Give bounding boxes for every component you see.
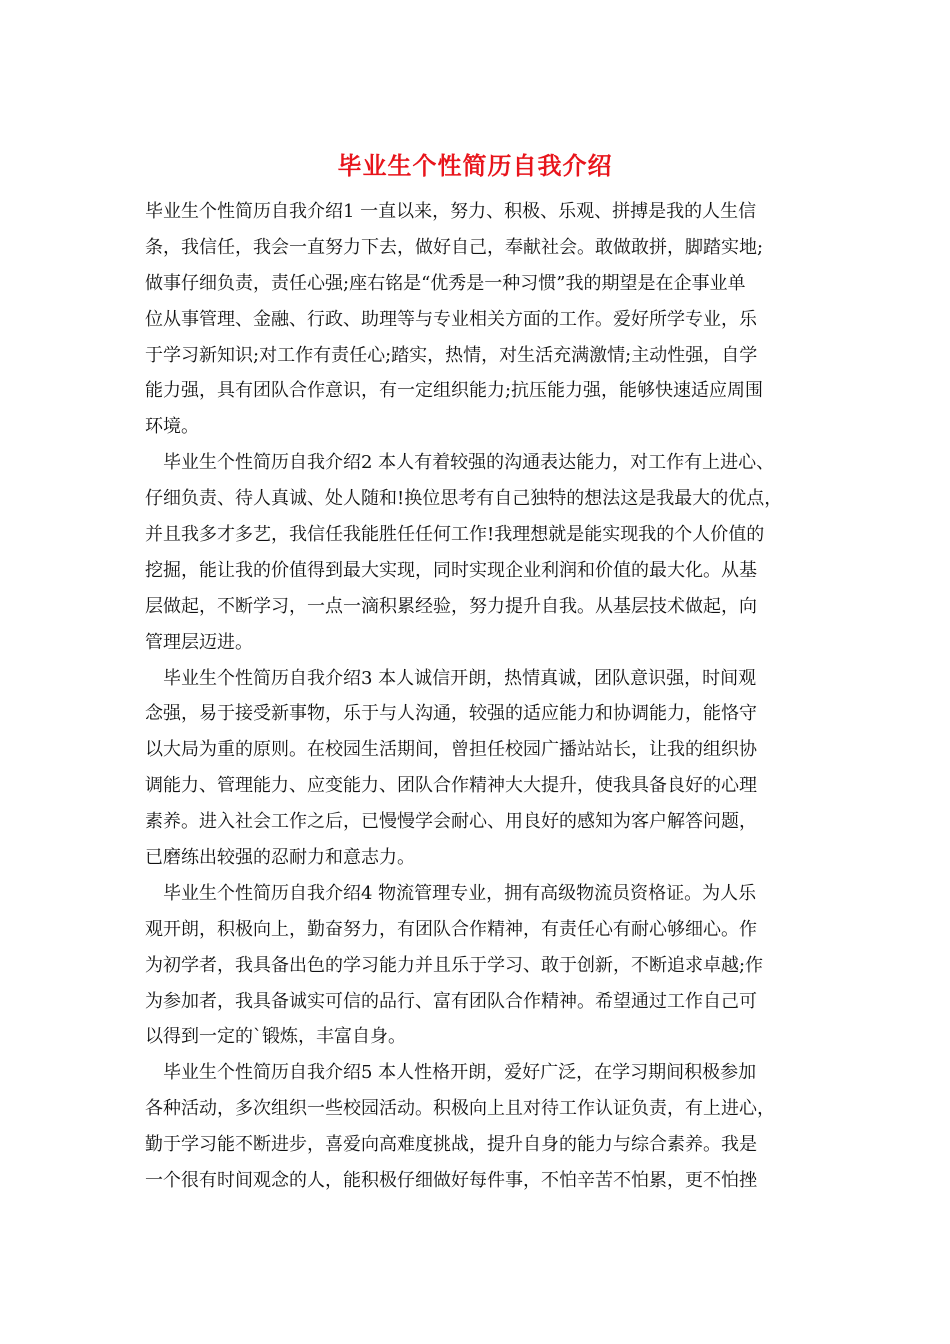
text-line: 已磨练出较强的忍耐力和意志力。: [145, 847, 415, 869]
text-line: 为参加者，我具备诚实可信的品行、富有团队合作精神。希望通过工作自己可: [145, 990, 757, 1012]
text-line: 以得到一定的`锻炼，丰富自身。: [145, 1026, 406, 1048]
text-line: 环境。: [145, 416, 199, 438]
text-line: 以大局为重的原则。在校园生活期间，曾担任校园广播站站长，让我的组织协: [145, 739, 757, 761]
document-body: [145, 194, 813, 1199]
text-line: 勤于学习能不断进步，喜爱向高难度挑战，提升自身的能力与综合素养。我是: [145, 1134, 757, 1156]
text-line: 位从事管理、金融、行政、助理等与专业相关方面的工作。爱好所学专业，乐: [145, 308, 757, 330]
paragraph-start-line: 毕业生个性简历自我介绍2 本人有着较强的沟通表达能力，对工作有上进心、: [163, 452, 775, 474]
text-line: 能力强，具有团队合作意识，有一定组织能力;抗压能力强，能够快速适应周围: [145, 380, 764, 402]
text-line: 毕业生个性简历自我介绍1 一直以来，努力、积极、乐观、拼搏是我的人生信: [145, 201, 757, 222]
text-line: 念强，易于接受新事物，乐于与人沟通，较强的适应能力和协调能力，能恪守: [145, 703, 757, 725]
text-line: 各种活动，多次组织一些校园活动。积极向上且对待工作认证负责，有上进心，: [145, 1098, 775, 1120]
text-line: 挖掘，能让我的价值得到最大实现，同时实现企业利润和价值的最大化。从基: [145, 559, 757, 581]
text-line: 并且我多才多艺，我信任我能胜任任何工作!我理想就是能实现我的个人价值的: [145, 524, 765, 546]
paragraph-start-line: 毕业生个性简历自我介绍5 本人性格开朗，爱好广泛，在学习期间积极参加: [163, 1062, 757, 1084]
text-line: 仔细负责、待人真诚、处人随和!换位思考有自己独特的想法这是我最大的优点，: [145, 488, 783, 510]
text-line: 观开朗，积极向上，勤奋努力，有团队合作精神，有责任心有耐心够细心。作: [145, 918, 757, 940]
paragraph-start-line: 毕业生个性简历自我介绍3 本人诚信开朗，热情真诚，团队意识强，时间观: [163, 667, 757, 689]
document-title: 毕业生个性简历自我介绍: [337, 151, 613, 180]
paragraph-start-line: 毕业生个性简历自我介绍4 物流管理专业，拥有高级物流员资格证。为人乐: [163, 882, 757, 904]
text-line: 调能力、管理能力、应变能力、团队合作精神大大提升，使我具备良好的心理: [145, 775, 757, 797]
text-line: 于学习新知识;对工作有责任心;踏实，热情，对生活充满激情;主动性强，自学: [145, 344, 758, 366]
text-line: 素养。进入社会工作之后，已慢慢学会耐心、用良好的感知为客户解答问题，: [145, 811, 757, 833]
text-line: 一个很有时间观念的人，能积极仔细做好每件事，不怕辛苦不怕累，更不怕挫: [145, 1170, 757, 1192]
text-line: 层做起，不断学习，一点一滴积累经验，努力提升自我。从基层技术做起，向: [145, 595, 757, 617]
text-line: 为初学者，我具备出色的学习能力并且乐于学习、敢于创新，不断追求卓越;作: [145, 954, 764, 976]
text-line: 做事仔细负责，责任心强;座右铭是“优秀是一种习惯”我的期望是在企事业单: [145, 272, 746, 294]
text-line: 管理层迈进。: [145, 631, 253, 653]
text-line: 条，我信任，我会一直努力下去，做好自己，奉献社会。敢做敢拼，脚踏实地;: [145, 236, 764, 258]
